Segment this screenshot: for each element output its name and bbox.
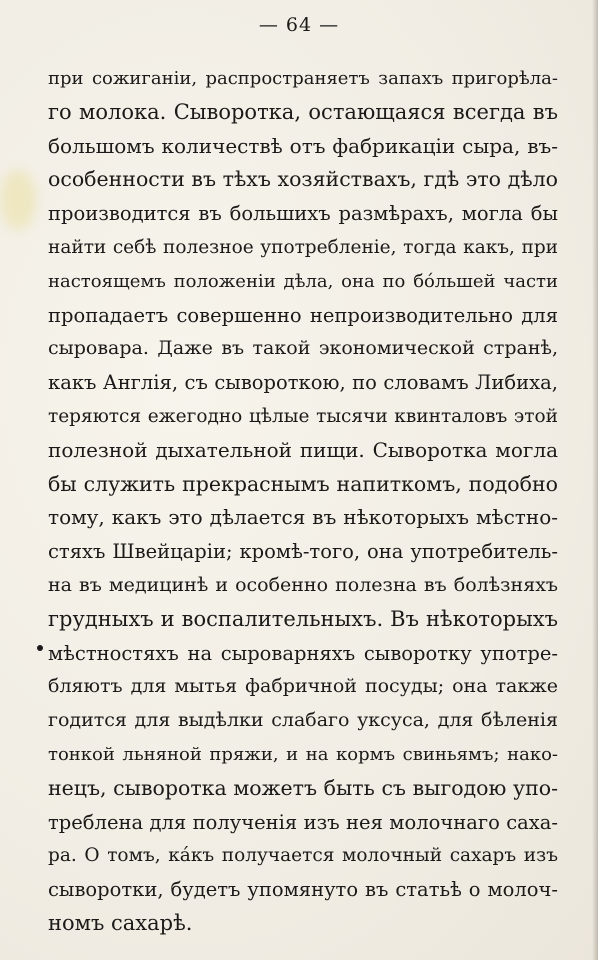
text-line: полезной дыхательной пищи. Сыворотка могла (48, 437, 558, 462)
page-edge-shadow (592, 0, 598, 960)
text-line: настоящемъ положеніи дѣла, она по бо́льшей части (48, 270, 558, 292)
paper-stain (0, 170, 36, 230)
text-line: тому, какъ это дѣлается въ нѣкоторыхъ мѣстно- (48, 505, 558, 530)
text-line: при сожиганіи, распространяетъ запахъ пригорѣла- (48, 68, 558, 89)
text-line: нецъ, сыворотка можетъ быть съ выгодою упо- (48, 775, 558, 800)
text-line: большомъ количествѣ отъ фабрикаціи сыра, въ- (48, 133, 558, 158)
text-line: мѣстностяхъ на сыроварняхъ сыворотку употре- (48, 641, 558, 665)
text-line: теряются ежегодно цѣлые тысячи квинталовъ этой (48, 405, 558, 427)
text-line: особенности въ тѣхъ хозяйствахъ, гдѣ это дѣло (48, 167, 558, 192)
text-line: бляютъ для мытья фабричной посуды; она также (48, 675, 558, 698)
text-line: бы служить прекраснымъ напиткомъ, подобно (48, 471, 558, 496)
text-line: го молока. Сыворотка, остающаяся всегда въ (48, 99, 558, 124)
text-line: пропадаетъ совершенно непроизводительно для (48, 303, 558, 327)
text-line: какъ Англія, съ сывороткою, по словамъ Либиха, (48, 371, 558, 395)
text-line-last: номъ сахарѣ. (48, 910, 193, 935)
text-line: производится въ большихъ размѣрахъ, могла бы (48, 202, 558, 226)
text-line: сыворотки, будетъ упомянуто въ статьѣ о молоч- (48, 878, 558, 902)
page-number: — 64 — (258, 14, 340, 36)
text-line: на въ медицинѣ и особенно полезна въ болѣзняхъ (48, 573, 558, 596)
margin-dot-mark (37, 645, 43, 651)
text-line: ра. О томъ, ка́къ получается молочный сахаръ изъ (48, 845, 558, 867)
text-line: найти себѣ полезное употребленіе, тогда какъ, при (48, 236, 558, 258)
text-line: грудныхъ и воспалительныхъ. Въ нѣкоторыхъ (48, 606, 558, 631)
text-line: сыровара. Даже въ такой экономической странѣ, (48, 337, 558, 360)
text-line: тонкой льняной пряжи, и на кормъ свиньямъ; нако- (48, 743, 558, 765)
text-line: стяхъ Швейцаріи; кромѣ-того, она употребитель- (48, 540, 558, 564)
text-line: годится для выдѣлки слабаго уксуса, для бѣленія (48, 709, 558, 732)
text-line: треблена для полученія изъ нея молочнаго саха- (48, 810, 558, 834)
body-text (48, 62, 558, 941)
